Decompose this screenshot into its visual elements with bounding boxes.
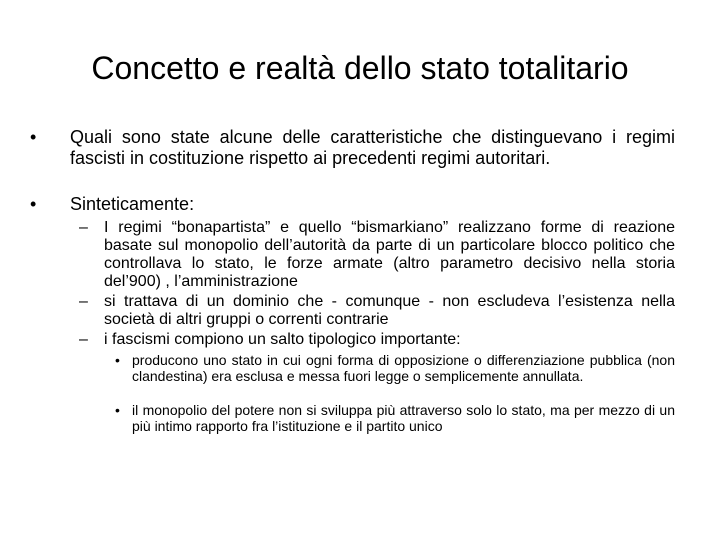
sub-sub-bullet-text: il monopolio del potere non si sviluppa più attraverso solo lo stato, ma per mezzo di un più intimo rapporto fra l’istituzione e il partito unico	[132, 402, 675, 434]
bullet-marker: •	[115, 402, 120, 418]
bullet-marker: •	[30, 194, 37, 214]
sub-bullet-item	[79, 219, 675, 291]
sub-bullet-item	[79, 331, 675, 349]
bullet-item	[30, 127, 675, 169]
slide-title: Concetto e realtà dello stato totalitario	[91, 50, 629, 86]
dash-marker: –	[79, 219, 88, 236]
sub-bullet-text: si trattava di un dominio che - comunque - non escludeva l’esistenza nella società di altri gruppi o correnti contrarie	[104, 293, 675, 328]
bullet-text: Sinteticamente:	[70, 194, 195, 214]
sub-bullet-item	[79, 293, 675, 329]
bullet-item	[30, 194, 675, 215]
sub-sub-bullet-item	[115, 402, 675, 434]
sub-sub-bullet-text: producono uno stato in cui ogni forma di opposizione o differenziazione pubblica (non clandestina) era esclusa e messa fuori legge o semplicemente annullata.	[132, 352, 675, 384]
bullet-marker: •	[115, 352, 120, 368]
sub-sub-bullet-item	[115, 352, 675, 384]
bullet-text: Quali sono state alcune delle caratteristiche che distinguevano i regimi fascisti in costituzione rispetto ai precedenti regimi autoritari.	[70, 127, 675, 168]
dash-marker: –	[79, 331, 88, 348]
bullet-marker: •	[30, 127, 37, 147]
sub-bullet-text: i fascismi compiono un salto tipologico importante:	[104, 331, 461, 348]
sub-bullet-text: I regimi “bonapartista” e quello “bismarkiano” realizzano forme di reazione basate sul monopolio dell’autorità da parte di un particolare blocco politico che controllava lo stato, le forze armate (altro parametro decisivo nella storia del’900) , l’amministrazione	[104, 219, 675, 290]
dash-marker: –	[79, 293, 88, 310]
